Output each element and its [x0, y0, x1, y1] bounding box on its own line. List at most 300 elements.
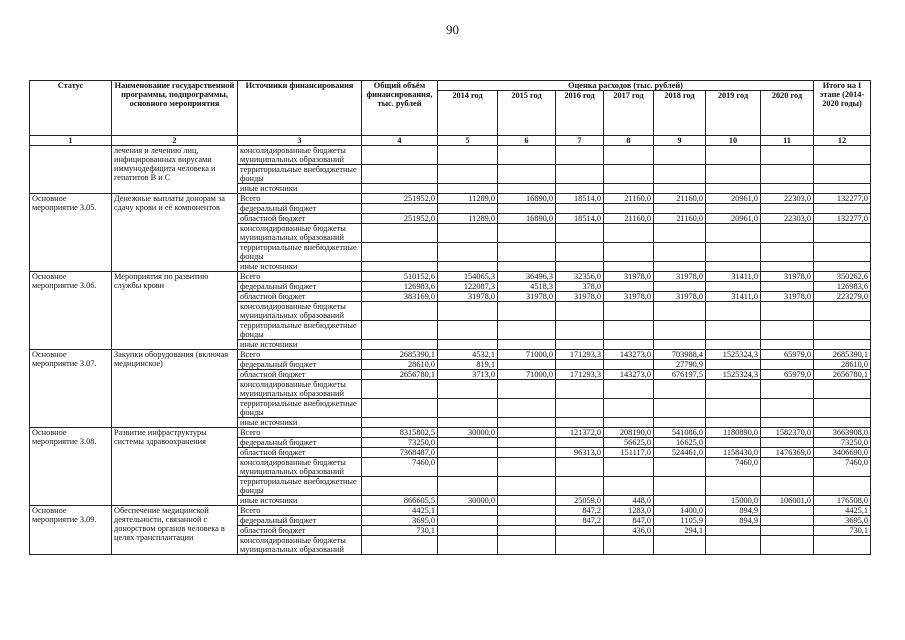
value-cell — [761, 302, 814, 321]
value-cell: 122087,3 — [438, 282, 498, 292]
value-cell: 16625,0 — [654, 438, 706, 448]
value-cell — [362, 224, 438, 243]
source-cell: консолидированные бюджеты муниципальных образований — [238, 146, 362, 165]
value-cell: 31978,0 — [654, 272, 706, 282]
value-cell: 31978,0 — [761, 292, 814, 302]
value-cell: 16890,0 — [498, 194, 556, 204]
value-cell — [362, 262, 438, 272]
value-cell — [761, 204, 814, 214]
value-cell: 31978,0 — [556, 292, 604, 302]
value-cell — [438, 477, 498, 496]
value-cell — [706, 146, 761, 165]
header-year: 2020 год — [761, 91, 814, 136]
value-cell — [814, 165, 871, 184]
value-cell — [498, 506, 556, 516]
value-cell — [761, 360, 814, 370]
value-cell: 31978,0 — [654, 292, 706, 302]
value-cell: 1525324,3 — [706, 370, 761, 380]
value-cell — [761, 243, 814, 262]
value-cell — [362, 243, 438, 262]
column-number: 10 — [706, 136, 761, 146]
header-year: 2015 год — [498, 91, 556, 136]
value-cell — [814, 302, 871, 321]
column-number: 2 — [112, 136, 238, 146]
value-cell — [438, 340, 498, 350]
source-cell: территориальные внебюджетные фонды — [238, 243, 362, 262]
value-cell — [362, 146, 438, 165]
value-cell — [604, 360, 654, 370]
value-cell — [438, 380, 498, 399]
value-cell: 25059,0 — [556, 496, 604, 506]
value-cell — [498, 302, 556, 321]
header-year: 2014 год — [438, 91, 498, 136]
value-cell — [761, 224, 814, 243]
value-cell — [556, 526, 604, 536]
value-cell: 143273,0 — [604, 370, 654, 380]
value-cell — [438, 438, 498, 448]
value-cell: 4518,3 — [498, 282, 556, 292]
value-cell: 294,1 — [654, 526, 706, 536]
value-cell — [706, 204, 761, 214]
value-cell — [498, 536, 556, 555]
value-cell — [556, 321, 604, 340]
table-row — [30, 350, 871, 360]
value-cell: 350262,6 — [814, 272, 871, 282]
value-cell — [654, 184, 706, 194]
header-year: 2018 год — [654, 91, 706, 136]
value-cell: 7460,0 — [814, 458, 871, 477]
value-cell — [498, 418, 556, 428]
value-cell — [498, 204, 556, 214]
status-cell: Основное мероприятие 3.06. — [30, 272, 112, 350]
value-cell — [654, 204, 706, 214]
table-row — [30, 428, 871, 438]
table-row — [30, 506, 871, 516]
source-cell: Всего — [238, 194, 362, 204]
value-cell — [654, 418, 706, 428]
value-cell — [706, 477, 761, 496]
value-cell: 154065,3 — [438, 272, 498, 282]
value-cell — [761, 340, 814, 350]
source-cell: консолидированные бюджеты муниципальных образований — [238, 458, 362, 477]
value-cell: 71000,0 — [498, 370, 556, 380]
value-cell — [556, 340, 604, 350]
value-cell — [604, 418, 654, 428]
value-cell: 7460,0 — [706, 458, 761, 477]
value-cell — [438, 418, 498, 428]
value-cell — [556, 360, 604, 370]
value-cell: 65979,0 — [761, 350, 814, 360]
value-cell — [654, 262, 706, 272]
value-cell — [362, 340, 438, 350]
value-cell: 847,2 — [556, 516, 604, 526]
value-cell: 11289,0 — [438, 194, 498, 204]
value-cell — [761, 526, 814, 536]
value-cell: 524461,0 — [654, 448, 706, 458]
value-cell: 21160,0 — [654, 194, 706, 204]
value-cell — [604, 243, 654, 262]
value-cell: 96313,0 — [556, 448, 604, 458]
value-cell: 894,9 — [706, 506, 761, 516]
value-cell: 223279,0 — [814, 292, 871, 302]
value-cell — [438, 506, 498, 516]
value-cell: 819,1 — [438, 360, 498, 370]
value-cell — [604, 399, 654, 418]
value-cell — [761, 477, 814, 496]
value-cell — [604, 184, 654, 194]
table-row — [30, 146, 871, 165]
value-cell — [706, 360, 761, 370]
value-cell — [604, 146, 654, 165]
value-cell — [498, 360, 556, 370]
value-cell — [362, 204, 438, 214]
value-cell — [706, 282, 761, 292]
value-cell — [556, 262, 604, 272]
value-cell — [438, 302, 498, 321]
value-cell: 1582370,0 — [761, 428, 814, 438]
value-cell — [438, 458, 498, 477]
value-cell — [438, 321, 498, 340]
value-cell — [761, 506, 814, 516]
value-cell: 22303,0 — [761, 214, 814, 224]
value-cell — [498, 399, 556, 418]
source-cell: Всего — [238, 428, 362, 438]
value-cell: 4425,1 — [814, 506, 871, 516]
value-cell: 436,0 — [604, 526, 654, 536]
column-number: 3 — [238, 136, 362, 146]
value-cell — [362, 536, 438, 555]
status-cell: Основное мероприятие 3.05. — [30, 194, 112, 272]
value-cell — [362, 184, 438, 194]
value-cell: 31978,0 — [498, 292, 556, 302]
value-cell — [498, 428, 556, 438]
value-cell — [362, 380, 438, 399]
program-name-cell: лечения и лечению лиц, инфицированных вирусами иммунодефицита человека и гепатитов В и С — [112, 146, 238, 194]
value-cell — [604, 282, 654, 292]
value-cell: 3406690,0 — [814, 448, 871, 458]
value-cell — [814, 204, 871, 214]
value-cell: 18514,0 — [556, 214, 604, 224]
source-cell: иные источники — [238, 262, 362, 272]
value-cell — [761, 146, 814, 165]
value-cell — [438, 204, 498, 214]
value-cell: 847,0 — [604, 516, 654, 526]
value-cell — [761, 321, 814, 340]
value-cell — [498, 184, 556, 194]
value-cell — [706, 321, 761, 340]
source-cell: иные источники — [238, 418, 362, 428]
value-cell — [654, 165, 706, 184]
source-cell: областной бюджет — [238, 526, 362, 536]
value-cell — [814, 321, 871, 340]
value-cell: 132277,0 — [814, 214, 871, 224]
value-cell: 3695,0 — [362, 516, 438, 526]
source-cell: областной бюджет — [238, 292, 362, 302]
value-cell: 1105,9 — [654, 516, 706, 526]
column-number: 6 — [498, 136, 556, 146]
value-cell: 1400,0 — [654, 506, 706, 516]
value-cell: 65979,0 — [761, 370, 814, 380]
table-row — [30, 272, 871, 282]
value-cell — [761, 380, 814, 399]
column-number: 7 — [556, 136, 604, 146]
value-cell — [438, 146, 498, 165]
value-cell — [706, 399, 761, 418]
value-cell: 1158430,0 — [706, 448, 761, 458]
value-cell — [654, 340, 706, 350]
source-cell: консолидированные бюджеты муниципальных образований — [238, 536, 362, 555]
value-cell — [814, 399, 871, 418]
value-cell: 106001,0 — [761, 496, 814, 506]
source-cell: территориальные внебюджетные фонды — [238, 477, 362, 496]
value-cell — [654, 496, 706, 506]
value-cell — [706, 340, 761, 350]
value-cell: 20961,0 — [706, 214, 761, 224]
value-cell: 730,1 — [814, 526, 871, 536]
source-cell: Всего — [238, 506, 362, 516]
value-cell — [706, 418, 761, 428]
header-year: 2016 год — [556, 91, 604, 136]
value-cell — [556, 224, 604, 243]
value-cell: 151117,0 — [604, 448, 654, 458]
value-cell — [654, 146, 706, 165]
value-cell: 31978,0 — [761, 272, 814, 282]
value-cell — [814, 536, 871, 555]
value-cell — [654, 302, 706, 321]
value-cell — [498, 516, 556, 526]
value-cell: 31978,0 — [604, 292, 654, 302]
value-cell: 121372,0 — [556, 428, 604, 438]
header-year: 2019 год — [706, 91, 761, 136]
value-cell — [706, 224, 761, 243]
program-name-cell: Развитие инфраструктуры системы здравоохранения — [112, 428, 238, 506]
source-cell: консолидированные бюджеты муниципальных образований — [238, 224, 362, 243]
value-cell: 2685390,1 — [362, 350, 438, 360]
value-cell — [362, 477, 438, 496]
value-cell — [498, 496, 556, 506]
source-cell: Всего — [238, 272, 362, 282]
value-cell — [604, 204, 654, 214]
value-cell — [761, 458, 814, 477]
column-number: 1 — [30, 136, 112, 146]
value-cell: 4532,1 — [438, 350, 498, 360]
value-cell — [706, 380, 761, 399]
value-cell: 21160,0 — [604, 214, 654, 224]
value-cell — [604, 458, 654, 477]
value-cell — [362, 302, 438, 321]
value-cell — [498, 458, 556, 477]
value-cell — [556, 458, 604, 477]
value-cell — [761, 536, 814, 555]
source-cell: федеральный бюджет — [238, 360, 362, 370]
program-name-cell: Закупки оборудования (включая медицинское) — [112, 350, 238, 428]
value-cell — [761, 184, 814, 194]
value-cell: 2656780,1 — [814, 370, 871, 380]
value-cell — [706, 243, 761, 262]
value-cell: 8315802,5 — [362, 428, 438, 438]
value-cell — [556, 243, 604, 262]
value-cell: 126983,6 — [814, 282, 871, 292]
source-cell: федеральный бюджет — [238, 438, 362, 448]
value-cell: 71000,0 — [498, 350, 556, 360]
value-cell: 378,0 — [556, 282, 604, 292]
value-cell — [761, 262, 814, 272]
value-cell — [498, 526, 556, 536]
value-cell — [438, 165, 498, 184]
value-cell — [438, 399, 498, 418]
value-cell: 703988,4 — [654, 350, 706, 360]
header-sources: Источники финансирования — [238, 81, 362, 136]
financing-table — [29, 80, 871, 555]
value-cell: 36496,3 — [498, 272, 556, 282]
header-estimate: Оценка расходов (тыс. рублей) — [438, 81, 814, 91]
source-cell: иные источники — [238, 496, 362, 506]
value-cell: 251952,0 — [362, 194, 438, 204]
header-year: 2017 год — [604, 91, 654, 136]
program-name-cell: Денежные выплаты донорам за сдачу крови и её компонентов — [112, 194, 238, 272]
value-cell: 847,2 — [556, 506, 604, 516]
value-cell — [498, 224, 556, 243]
value-cell: 251952,0 — [362, 214, 438, 224]
source-cell: федеральный бюджет — [238, 282, 362, 292]
value-cell: 31978,0 — [604, 272, 654, 282]
value-cell: 7460,0 — [362, 458, 438, 477]
value-cell — [556, 380, 604, 399]
value-cell: 73250,0 — [814, 438, 871, 448]
value-cell: 126983,6 — [362, 282, 438, 292]
value-cell — [362, 418, 438, 428]
value-cell — [761, 418, 814, 428]
value-cell — [556, 438, 604, 448]
value-cell — [761, 438, 814, 448]
status-cell: Основное мероприятие 3.07. — [30, 350, 112, 428]
value-cell — [438, 262, 498, 272]
value-cell — [814, 146, 871, 165]
value-cell: 30000,0 — [438, 428, 498, 438]
value-cell — [654, 536, 706, 555]
value-cell: 3663908,0 — [814, 428, 871, 438]
value-cell — [498, 340, 556, 350]
value-cell: 448,0 — [604, 496, 654, 506]
value-cell — [814, 184, 871, 194]
value-cell — [814, 380, 871, 399]
value-cell: 2685390,1 — [814, 350, 871, 360]
value-cell: 16890,0 — [498, 214, 556, 224]
value-cell: 7368487,0 — [362, 448, 438, 458]
value-cell: 730,1 — [362, 526, 438, 536]
value-cell — [362, 321, 438, 340]
value-cell: 171293,3 — [556, 370, 604, 380]
value-cell: 2656780,1 — [362, 370, 438, 380]
value-cell — [498, 321, 556, 340]
value-cell — [706, 262, 761, 272]
value-cell: 541086,0 — [654, 428, 706, 438]
value-cell — [706, 302, 761, 321]
source-cell: Всего — [238, 350, 362, 360]
value-cell — [438, 448, 498, 458]
value-cell — [498, 477, 556, 496]
value-cell: 4425,1 — [362, 506, 438, 516]
value-cell — [814, 418, 871, 428]
value-cell — [498, 146, 556, 165]
value-cell — [654, 243, 706, 262]
value-cell — [556, 146, 604, 165]
value-cell: 28610,0 — [814, 360, 871, 370]
page-number: 90 — [446, 22, 459, 37]
value-cell: 28610,0 — [362, 360, 438, 370]
value-cell — [556, 418, 604, 428]
value-cell — [362, 399, 438, 418]
source-cell: территориальные внебюджетные фонды — [238, 321, 362, 340]
value-cell — [438, 516, 498, 526]
value-cell — [556, 477, 604, 496]
value-cell: 30000,0 — [438, 496, 498, 506]
value-cell: 132277,0 — [814, 194, 871, 204]
source-cell: областной бюджет — [238, 448, 362, 458]
value-cell — [498, 438, 556, 448]
header-stage-total: Итого на I этапе (2014-2020 годы) — [814, 81, 871, 136]
value-cell: 1180890,0 — [706, 428, 761, 438]
value-cell — [761, 282, 814, 292]
value-cell — [498, 165, 556, 184]
value-cell — [814, 262, 871, 272]
value-cell — [556, 165, 604, 184]
value-cell — [706, 526, 761, 536]
value-cell: 1283,0 — [604, 506, 654, 516]
value-cell: 31411,0 — [706, 292, 761, 302]
value-cell: 21160,0 — [654, 214, 706, 224]
value-cell: 676197,5 — [654, 370, 706, 380]
status-cell: Основное мероприятие 3.09. — [30, 506, 112, 555]
value-cell — [498, 380, 556, 399]
value-cell: 3695,0 — [814, 516, 871, 526]
header-status: Статус — [30, 81, 112, 136]
source-cell: иные источники — [238, 340, 362, 350]
column-number: 11 — [761, 136, 814, 146]
value-cell: 510152,6 — [362, 272, 438, 282]
value-cell — [556, 399, 604, 418]
value-cell: 1525324,3 — [706, 350, 761, 360]
source-cell: территориальные внебюджетные фонды — [238, 165, 362, 184]
value-cell — [654, 399, 706, 418]
column-number: 9 — [654, 136, 706, 146]
value-cell — [556, 204, 604, 214]
value-cell: 383169,0 — [362, 292, 438, 302]
value-cell — [438, 224, 498, 243]
value-cell — [814, 243, 871, 262]
value-cell — [654, 477, 706, 496]
column-number: 5 — [438, 136, 498, 146]
value-cell: 171293,3 — [556, 350, 604, 360]
value-cell: 208190,0 — [604, 428, 654, 438]
source-cell: федеральный бюджет — [238, 516, 362, 526]
value-cell — [438, 243, 498, 262]
value-cell: 32356,0 — [556, 272, 604, 282]
program-name-cell: Обеспечение медицинской деятельности, связанной с донорством органов человека в целях трансплантации — [112, 506, 238, 555]
value-cell: 143273,0 — [604, 350, 654, 360]
source-cell: консолидированные бюджеты муниципальных образований — [238, 302, 362, 321]
value-cell — [814, 477, 871, 496]
value-cell: 866605,5 — [362, 496, 438, 506]
column-number: 8 — [604, 136, 654, 146]
header-total: Общий объём финансирования, тыс. рублей — [362, 81, 438, 136]
value-cell — [604, 340, 654, 350]
source-cell: территориальные внебюджетные фонды — [238, 399, 362, 418]
status-cell: Основное мероприятие 3.08. — [30, 428, 112, 506]
value-cell: 31978,0 — [438, 292, 498, 302]
value-cell — [362, 165, 438, 184]
value-cell — [706, 184, 761, 194]
